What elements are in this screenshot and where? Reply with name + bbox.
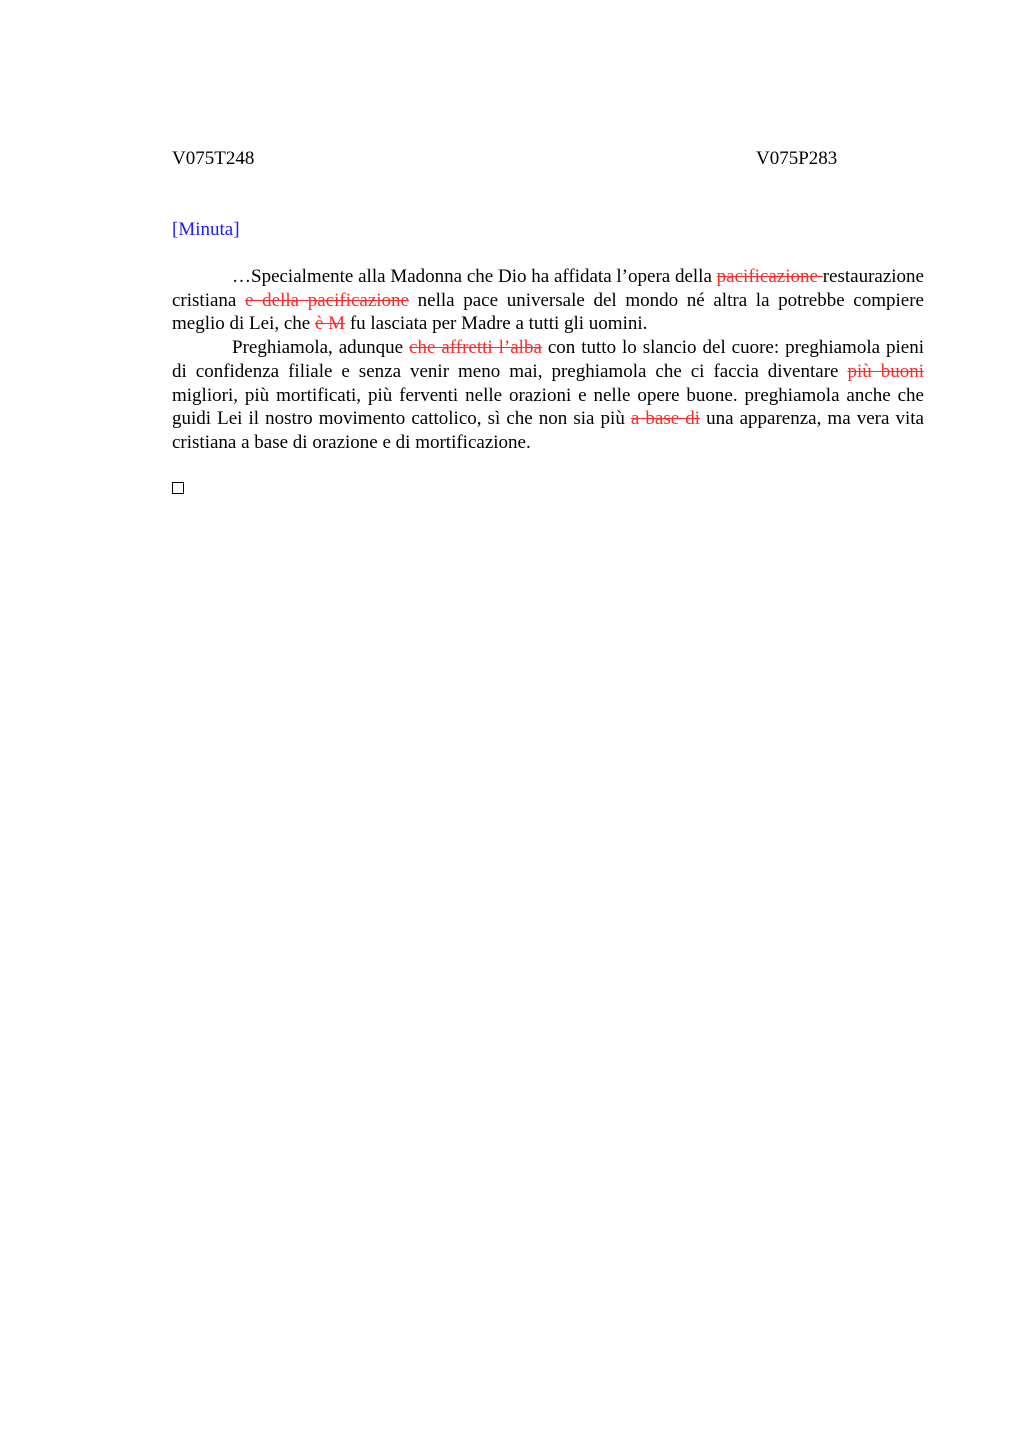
text-run: con tutto lo slancio del cuore: preghiamola pieni di confidenza filiale e senza venir meno mai, preghiamola che ci faccia diventare xyxy=(172,337,924,382)
square-outline-icon xyxy=(172,482,184,494)
text-run: Preghiamola, adunque xyxy=(232,337,410,359)
deleted-text: a base di xyxy=(630,408,701,430)
deleted-text: più buoni xyxy=(847,360,924,382)
text-run: …Specialmente alla Madonna che Dio ha affidata l’opera della xyxy=(232,266,717,287)
text-run: nella pace universale del mondo né altra la potrebbe compiere meglio di Lei, che xyxy=(172,289,924,335)
document-code-left: V075T248 xyxy=(172,148,255,169)
text-run: fu lasciata per Madre a tutti gli uomini. xyxy=(345,313,648,335)
body-text xyxy=(172,265,924,455)
deleted-text: e della pacificazione xyxy=(245,289,409,311)
text-run: restaurazione cristiana xyxy=(172,266,924,311)
text-run: migliori, più mortificati, più ferventi nelle orazioni e nelle opere buone. preghiamola anche che guidi Lei il nostro movimento cattolico, sì che non sia più xyxy=(172,384,924,430)
section-label: [Minuta] xyxy=(172,219,240,240)
deleted-text: che affretti l’alba xyxy=(409,337,542,359)
text-run: una apparenza, ma vera vita cristiana a base di orazione e di mortificazione. xyxy=(172,408,924,453)
paragraph-2 xyxy=(172,336,924,455)
paragraph-1 xyxy=(172,265,924,336)
deleted-text: è M xyxy=(314,313,346,335)
document-code-right: V075P283 xyxy=(756,148,838,169)
deleted-text: pacificazione xyxy=(716,266,823,287)
